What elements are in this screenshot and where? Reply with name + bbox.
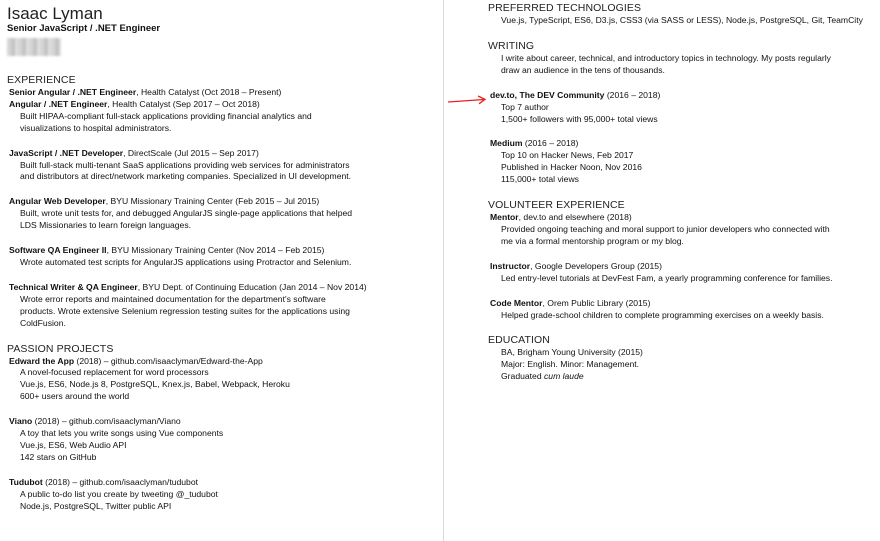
entry-role: Angular Web Developer xyxy=(9,196,106,207)
entry-role: dev.to, The DEV Community xyxy=(490,89,605,100)
entry-line: Provided ongoing teaching and moral support to junior developers who connected with xyxy=(501,223,830,234)
entry-line: Helped grade-school children to complete programming exercises on a weekly basis. xyxy=(501,309,824,320)
entry-line: Built HIPAA-compliant full-stack applications providing financial analytics and xyxy=(20,110,312,121)
entry-header xyxy=(490,298,878,310)
entry-line: 600+ users around the world xyxy=(20,391,130,402)
entry-org: (2016 – 2018) xyxy=(522,138,579,149)
entry-line: Built full-stack multi-tenant SaaS applications providing web services for administrators xyxy=(20,159,350,170)
passion-projects-list xyxy=(7,356,432,513)
entry-item xyxy=(488,90,878,126)
entry-item xyxy=(7,196,432,232)
entry-org: (2018) – github.com/isaaclyman/Viano xyxy=(32,416,181,427)
entry-header xyxy=(9,477,432,489)
entry-header xyxy=(490,212,878,224)
entry-header xyxy=(9,245,432,257)
entry-line: Wrote automated test scripts for AngularJS applications using Protractor and Selenium. xyxy=(20,256,352,267)
entry-item xyxy=(7,245,432,269)
entry-item xyxy=(7,87,432,99)
entry-line: visualizations to hospital administrators. xyxy=(20,122,172,133)
writing-intro-line: I write about career, technical, and introductory topics in technology. My posts regularly xyxy=(501,52,831,63)
entry-header xyxy=(490,261,878,273)
entry-org: , Google Developers Group (2015) xyxy=(530,260,662,271)
entry-role: JavaScript / .NET Developer xyxy=(9,147,124,158)
redacted-contact-info xyxy=(7,38,61,56)
education-line: Major: English. Minor: Management. xyxy=(501,359,640,370)
entry-line: A toy that lets you write songs using Vue components xyxy=(20,428,224,439)
entry-line: Node.js, PostgreSQL, Twitter public API xyxy=(20,500,172,511)
entry-item xyxy=(7,356,432,404)
entry-org: , Orem Public Library (2015) xyxy=(542,297,651,308)
entry-role: Technical Writer & QA Engineer xyxy=(9,281,138,292)
entry-item xyxy=(488,138,878,186)
entry-line: Vue.js, ES6, Web Audio API xyxy=(20,439,127,450)
entry-role: Viano xyxy=(9,416,33,427)
entry-org: , BYU Missionary Training Center (Feb 2015 – Jul 2015) xyxy=(105,196,320,207)
resume-name: Isaac Lyman xyxy=(7,4,103,23)
writing-heading: WRITING xyxy=(488,39,535,52)
entry-line: Top 7 author xyxy=(501,101,549,112)
education-heading: EDUCATION xyxy=(488,334,550,347)
entry-item xyxy=(7,99,432,135)
preferred-technologies-text: Vue.js, TypeScript, ES6, D3.js, CSS3 (via SASS or LESS), Node.js, PostgreSQL, Git, TeamCity xyxy=(501,15,863,25)
entry-item xyxy=(7,282,432,330)
entry-role: Senior Angular / .NET Engineer xyxy=(9,87,137,97)
entry-role: Software QA Engineer II xyxy=(9,245,107,256)
entry-header xyxy=(490,138,878,150)
entry-org: (2016 – 2018) xyxy=(604,89,661,100)
entry-header xyxy=(9,356,432,368)
experience-heading: EXPERIENCE xyxy=(7,74,76,86)
resume-title: Senior JavaScript / .NET Engineer xyxy=(7,23,161,34)
passion-projects-heading: PASSION PROJECTS xyxy=(7,342,114,355)
entry-header xyxy=(9,416,432,428)
entry-header xyxy=(9,196,432,208)
entry-item xyxy=(7,477,432,513)
entry-line: 142 stars on GitHub xyxy=(20,451,97,462)
entry-org: (2018) – github.com/isaaclyman/tudubot xyxy=(42,476,198,487)
entry-org: , DirectScale (Jul 2015 – Sep 2017) xyxy=(123,147,259,158)
experience-list xyxy=(7,87,432,330)
entry-org: , Health Catalyst (Sep 2017 – Oct 2018) xyxy=(107,98,260,109)
entry-item xyxy=(7,148,432,184)
entry-line: 115,000+ total views xyxy=(501,174,579,185)
entry-item xyxy=(488,298,878,322)
entry-org: (2018) – github.com/isaaclyman/Edward-the-App xyxy=(74,355,263,366)
entry-line: ColdFusion. xyxy=(20,317,66,328)
entry-item xyxy=(7,416,432,464)
column-divider xyxy=(443,0,444,541)
entry-line: Built, wrote unit tests for, and debugged AngularJS single-page applications that helped xyxy=(20,208,353,219)
entry-line: Wrote error reports and maintained documentation for the department's software xyxy=(20,293,326,304)
education-line: BA, Brigham Young University (2015) xyxy=(501,347,643,358)
entry-role: Code Mentor xyxy=(490,297,543,308)
entry-role: Medium xyxy=(490,138,523,149)
writing-list xyxy=(488,90,878,186)
preferred-technologies xyxy=(488,15,878,27)
entry-role: Edward the App xyxy=(9,355,75,366)
entry-header xyxy=(490,90,878,102)
education-line xyxy=(501,371,878,383)
entry-org: , Health Catalyst (Oct 2018 – Present) xyxy=(136,87,282,97)
entry-line: Vue.js, ES6, Node.js 8, PostgreSQL, Knex.js, Babel, Webpack, Heroku xyxy=(20,379,290,390)
entry-line: LDS Missionaries to learn foreign languages. xyxy=(20,220,192,231)
education-graduated-label: Graduated xyxy=(501,371,544,382)
entry-line: products. Wrote extensive Selenium regression testing suites for the applications using xyxy=(20,305,350,316)
entry-line: me via a formal mentorship program or my blog. xyxy=(501,235,684,246)
volunteer-heading: VOLUNTEER EXPERIENCE xyxy=(488,199,625,212)
entry-org: , BYU Missionary Training Center (Nov 2014 – Feb 2015) xyxy=(106,245,325,256)
entry-line: Led entry-level tutorials at DevFest Fam, a yearly programming conference for families. xyxy=(501,272,833,283)
entry-line: A novel-focused replacement for word processors xyxy=(20,367,209,378)
red-arrow-icon xyxy=(447,95,487,107)
entry-line: and distributors at direct/network marketing companies. Specialized in UI development. xyxy=(20,171,352,182)
entry-header xyxy=(9,99,432,111)
entry-line: A public to-do list you create by tweeting @_tudubot xyxy=(20,488,218,499)
education-entry xyxy=(488,347,878,383)
entry-line: 1,500+ followers with 95,000+ total views xyxy=(501,113,658,124)
preferred-technologies-heading: PREFERRED TECHNOLOGIES xyxy=(488,2,642,14)
entry-header xyxy=(9,148,432,160)
entry-item xyxy=(488,212,878,248)
entry-org: , BYU Dept. of Continuing Education (Jan 2014 – Nov 2014) xyxy=(137,281,367,292)
entry-role: Angular / .NET Engineer xyxy=(9,98,108,109)
entry-item xyxy=(488,261,878,285)
writing-intro-line: draw an audience in the tens of thousands. xyxy=(501,64,665,75)
left-column xyxy=(7,4,432,512)
entry-role: Tudubot xyxy=(9,476,43,487)
volunteer-list xyxy=(488,212,878,321)
entry-org: , dev.to and elsewhere (2018) xyxy=(518,212,632,223)
entry-header xyxy=(9,87,432,99)
entry-line: Top 10 on Hacker News, Feb 2017 xyxy=(501,150,634,161)
entry-role: Instructor xyxy=(490,260,531,271)
writing-intro xyxy=(488,53,878,77)
right-column xyxy=(488,2,878,383)
entry-header xyxy=(9,282,432,294)
entry-line: Published in Hacker Noon, Nov 2016 xyxy=(501,162,642,173)
entry-role: Mentor xyxy=(490,212,519,223)
education-honors: cum laude xyxy=(544,371,584,382)
